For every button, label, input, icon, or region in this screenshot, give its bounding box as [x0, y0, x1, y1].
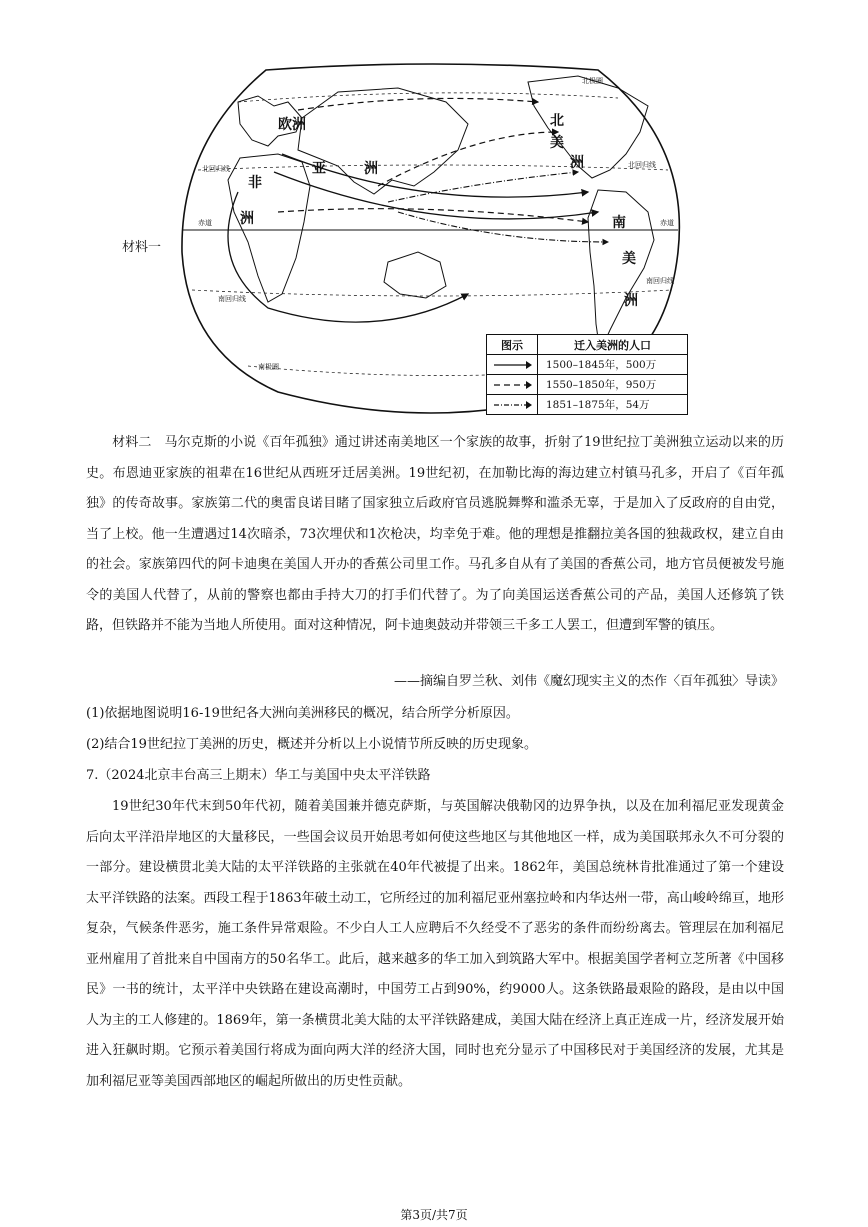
label-south-america-1: 南 [612, 215, 626, 231]
legend-row-1-text: 1500–1845年，500万 [546, 359, 657, 371]
label-arctic-circle: 北极圈 [582, 77, 603, 85]
question-1: (1)依据地图说明16-19世纪各大洲向美洲移民的概况，结合所学分析原因。 [86, 706, 519, 721]
map-legend [486, 334, 688, 415]
label-equator-left: 赤道 [198, 219, 212, 227]
label-south-america-2: 美 [622, 251, 636, 267]
legend-solid-arrow-icon [487, 355, 538, 374]
label-africa-1: 非 [248, 175, 262, 191]
label-north-america-3: 洲 [570, 155, 584, 171]
item7-text: 19世纪30年代末到50年代初，随着美国兼并德克萨斯，与英国解决俄勒冈的边界争执，以及在加利福尼亚发现黄金后向太平洋沿岸地区的大量移民，一些国会议员开始思考如何使这些地区与其他地区一样，成为美国联邦永久不可分裂的一部分。建设横贯北美大陆的太平洋铁路的主张就在40年代被提了出来。1862年，美国总统林肯批准通过了第一个建设太平洋铁路的法案。西段工程于1863年破土动工，它所经过的加利福尼亚州塞拉岭和内华达州一带，高山峻岭绵亘，地形复杂，气候条件恶劣，施工条件异常艰险。不少白人工人应聘后不久经受不了恶劣的条件而纷纷离去。管理层在加利福尼亚州雇用了首批来自中国南方的50名华工。此后，越来越多的华工加入到筑路大军中。根据美国学者柯立芝所著《中国移民》一书的统计，太平洋中央铁路在建设高潮时，中国劳工占到90%，约9000人。这条铁路最艰险的路段，是由以中国人为主的工人修建的。1869年，第一条横贯北美大陆的太平洋铁路建成，美国大陆在经济上真正连成一片，经济发展开始进入狂飙时期。它预示着美国行将成为面向两大洋的经济大国，同时也充分显示了中国移民对于美国经济的发展，尤其是加利福尼亚等美国西部地区的崛起所做出的历史性贡献。 [86, 799, 784, 1089]
label-tropic-cancer-right: 北回归线 [628, 161, 656, 169]
legend-row-solid [487, 354, 687, 374]
label-tropic-cancer-left: 北回归线 [202, 165, 230, 173]
legend-row-3-text: 1851–1875年，54万 [546, 399, 650, 411]
legend-dashed-arrow-icon [487, 375, 538, 394]
label-south-america-3: 洲 [624, 293, 638, 309]
material2-text: 材料二 马尔克斯的小说《百年孤独》通过讲述南美地区一个家族的故事，折射了19世纪拉丁美洲独立运动以来的历史。布恩迪亚家族的祖辈在16世纪从西班牙迁居美洲。19世纪初，在加勒比海的海边建立村镇马孔多，开启了《百年孤独》的传奇故事。家族第二代的奥雷良诺目睹了国家独立后政府官员逃脱舞弊和滥杀无辜，于是加入了反政府的自由党，当了上校。他一生遭遇过14次暗杀，73次埋伏和1次枪决，均幸免于难。他的理想是推翻拉美各国的独裁政权，建立自由的社会。家族第四代的阿卡迪奥在美国人开办的香蕉公司里工作。马孔多自从有了美国的香蕉公司，地方官员便被发号施令的美国人代替了，从前的警察也都由手持大刀的打手们代替了。为了向美国运送香蕉公司的产品，美国人还修筑了铁路，但铁路并不能为当地人所使用。面对这种情况，阿卡迪奥鼓动并带领三千多工人罢工，但遭到军警的镇压。 [86, 435, 784, 633]
material2-paragraph [86, 428, 784, 642]
label-asia-2: 洲 [364, 161, 378, 177]
page-footer: 第3页/共7页 [400, 1208, 468, 1222]
label-asia-1: 亚 [312, 161, 326, 177]
label-africa-2: 洲 [240, 211, 254, 227]
item7-paragraph [86, 792, 784, 1097]
legend-dashdot-arrow-icon [487, 395, 538, 414]
legend-row-2-text: 1550–1850年，950万 [546, 379, 657, 391]
label-antarctic-circle: 南极圈 [258, 363, 279, 371]
legend-row-dashdot [487, 394, 687, 414]
legend-header-col2: 迁入美洲的人口 [574, 338, 651, 352]
item7-title: 7.（2024北京丰台高三上期末）华工与美国中央太平洋铁路 [86, 768, 431, 783]
material2-source: ——摘编自罗兰秋、刘伟《魔幻现实主义的杰作〈百年孤独〉导读》 [393, 674, 784, 689]
label-tropic-capricorn-right: 南回归线 [646, 277, 674, 285]
question-2: (2)结合19世纪拉丁美洲的历史，概述并分析以上小说情节所反映的历史现象。 [86, 737, 537, 752]
label-tropic-capricorn-left: 南回归线 [218, 295, 246, 303]
label-europe: 欧洲 [278, 117, 306, 133]
label-north-america-1: 北 [550, 113, 564, 129]
legend-header-col1: 图示 [487, 335, 538, 354]
label-equator-right: 赤道 [660, 219, 674, 227]
material1-label: 材料一 [122, 240, 162, 255]
migration-map [178, 62, 690, 430]
label-north-america-2: 美 [550, 135, 564, 151]
legend-row-dashed [487, 374, 687, 394]
legend-header [487, 335, 687, 354]
